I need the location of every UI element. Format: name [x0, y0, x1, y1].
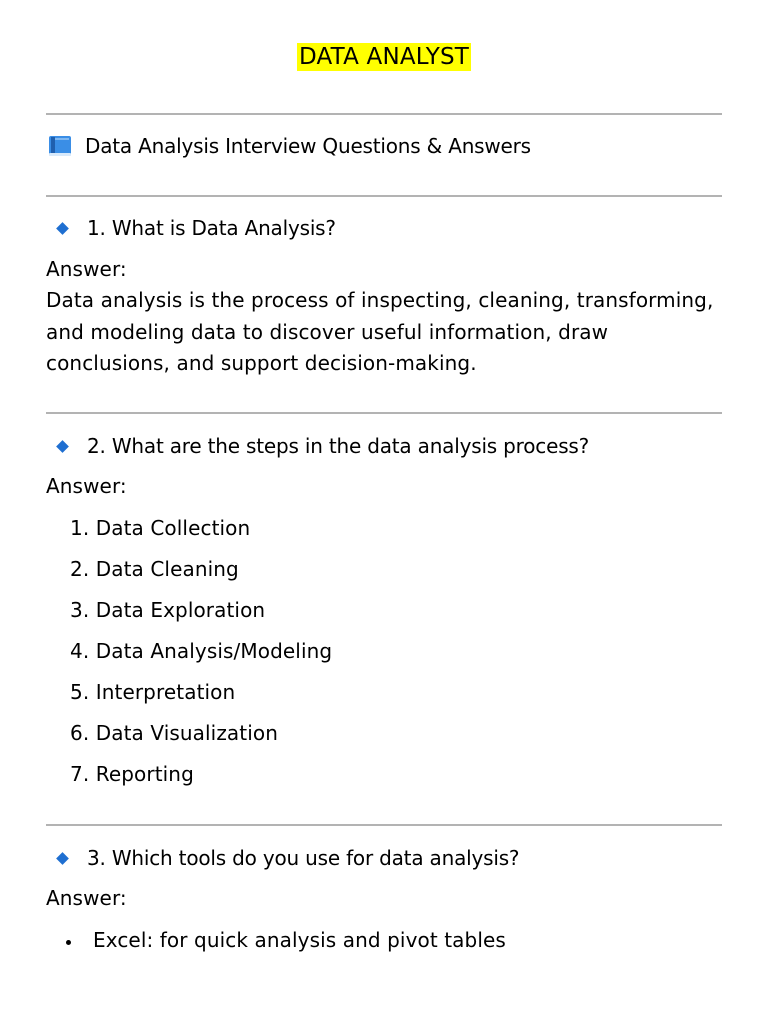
- divider: [46, 113, 722, 115]
- section-heading-text: Data Analysis Interview Questions & Answers: [85, 134, 531, 158]
- list-item-text: Excel: for quick analysis and pivot tables: [93, 928, 506, 952]
- document-title: [0, 44, 768, 70]
- question-heading: [48, 431, 589, 461]
- document-title-text: DATA ANALYST: [298, 44, 470, 70]
- list-item: 6. Data Visualization: [70, 721, 278, 745]
- blue-diamond-icon: [56, 222, 69, 235]
- question-heading: [48, 213, 336, 243]
- blue-book-icon: [48, 135, 72, 157]
- answer-label: Answer:: [46, 886, 127, 910]
- list-item: 1. Data Collection: [70, 516, 251, 540]
- question-title: 2. What are the steps in the data analysis process?: [87, 434, 590, 458]
- answer-label: Answer:: [46, 257, 127, 281]
- divider: [46, 195, 722, 197]
- divider: [46, 412, 722, 414]
- blue-diamond-icon: [56, 440, 69, 453]
- divider: [46, 824, 722, 826]
- list-item: [66, 925, 506, 955]
- question-heading: [48, 843, 519, 873]
- question-title: 3. Which tools do you use for data analysis?: [87, 846, 520, 870]
- list-item: 3. Data Exploration: [70, 598, 266, 622]
- list-item: 2. Data Cleaning: [70, 557, 239, 581]
- list-item: 5. Interpretation: [70, 680, 236, 704]
- question-title: 1. What is Data Analysis?: [87, 216, 336, 240]
- bullet-icon: [66, 940, 71, 945]
- list-item: 7. Reporting: [70, 762, 194, 786]
- answer-line: Data analysis is the process of inspecting, cleaning, transforming,: [46, 288, 714, 312]
- answer-line: and modeling data to discover useful information, draw: [46, 319, 609, 344]
- answer-paragraph: [46, 285, 726, 380]
- answer-line: conclusions, and support decision-making.: [46, 351, 477, 375]
- answer-label: Answer:: [46, 474, 127, 498]
- list-item: 4. Data Analysis/Modeling: [70, 639, 333, 663]
- blue-diamond-icon: [56, 852, 69, 865]
- section-heading: [48, 131, 531, 161]
